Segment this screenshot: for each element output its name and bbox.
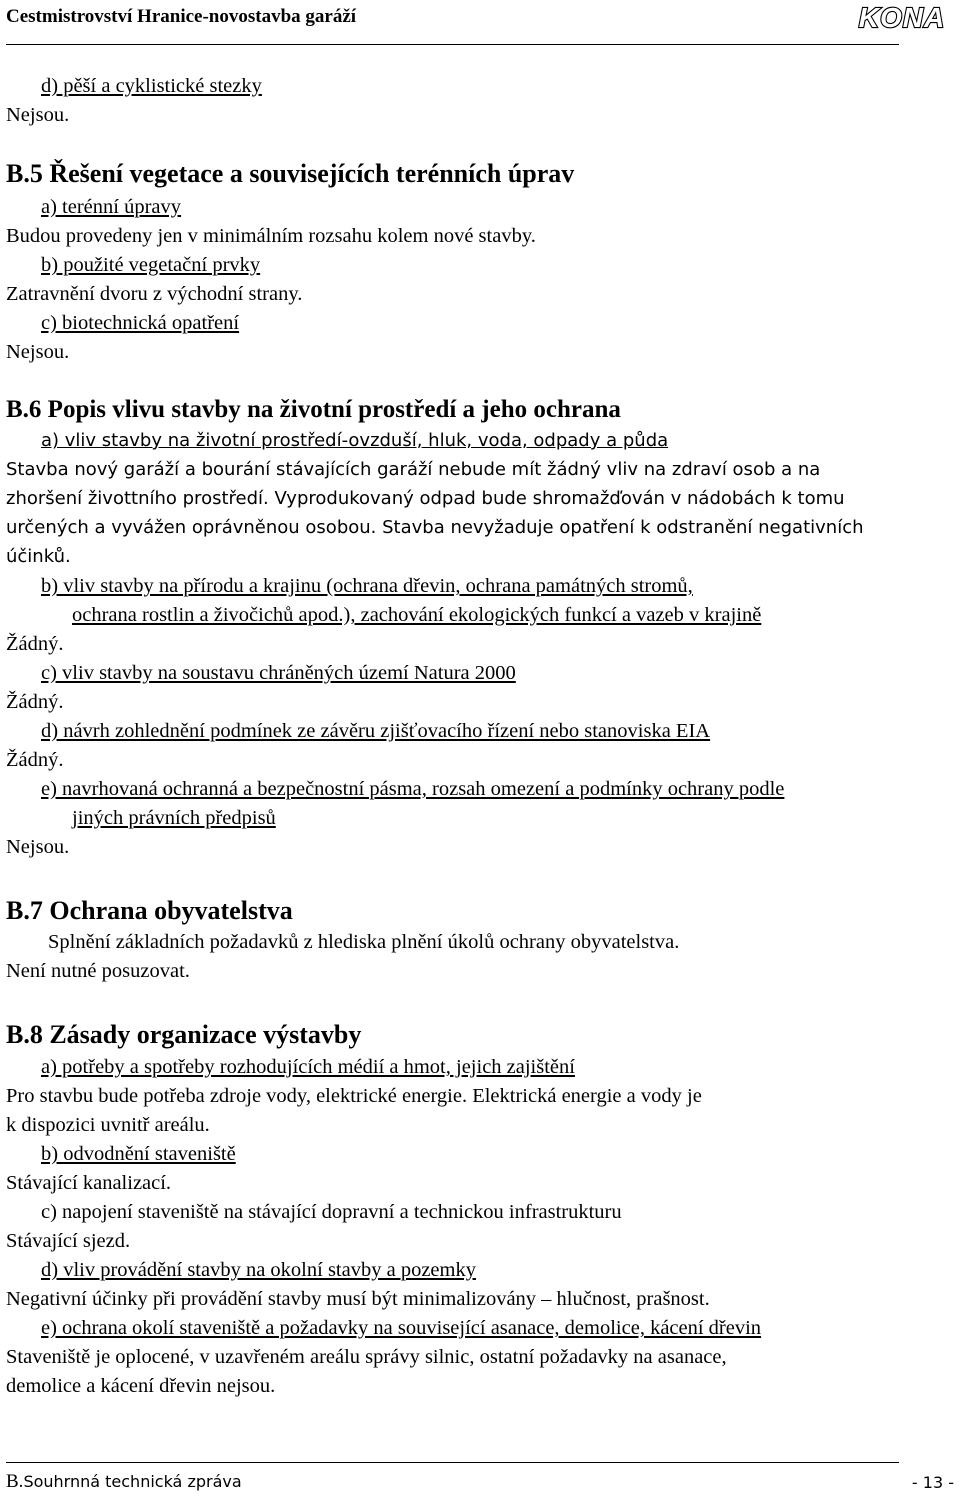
footer-rule [6,1462,899,1463]
subsection-heading: d) návrh zohlednění podmínek ze závěru zjišťovacího řízení nebo stanoviska EIA [41,720,711,742]
text-line: Žádný. [6,633,64,655]
text-line: Stávající kanalizací. [6,1172,172,1194]
text-line: Není nutné posuzovat. [6,960,190,982]
section-heading-b6: B.6 Popis vlivu stavby na životní prostředí a jeho ochrana [6,396,621,423]
company-logo [852,2,952,32]
subsection-heading: c) napojení staveniště na stávající dopravní a technickou infrastrukturu [41,1201,622,1223]
subsection-heading: e) navrhovaná ochranná a bezpečnostní pásma, rozsah omezení a podmínky ochrany podle [41,778,785,800]
footer-section [6,1471,242,1493]
text-line: k dispozici uvnitř areálu. [6,1114,210,1136]
subsection-heading: a) terénní úpravy [41,196,182,218]
subsection-heading: a) vliv stavby na životní prostředí-ovzduší, hluk, voda, odpady a půda [41,430,669,451]
subsection-heading-continued: jiných právních předpisů [72,807,276,829]
text-line: Negativní účinky při provádění stavby musí být minimalizovány – hlučnost, prašnost. [6,1288,710,1310]
footer-section-title: Souhrnná technická zpráva [23,1472,242,1491]
text-line: Staveniště je oplocené, v uzavřeném areálu správy silnic, ostatní požadavky na asanace, [6,1346,727,1368]
subsection-heading: b) vliv stavby na přírodu a krajinu (ochrana dřevin, ochrana památných stromů, [41,575,693,597]
text-line: Žádný. [6,749,64,771]
section-heading-b7: B.7 Ochrana obyvatelstva [6,896,293,925]
text-line: určených a vyvážen oprávněnou osobou. Stavba nevyžaduje opatření k odstranění negativních [6,517,864,538]
header-rule [6,44,899,45]
text-line: Žádný. [6,691,64,713]
document-header-title: Cestmistrovství Hranice-novostavba garáží [6,6,357,27]
text-line: demolice a kácení dřevin nejsou. [6,1375,276,1397]
text-line: Splnění základních požadavků z hlediska plnění úkolů ochrany obyvatelstva. [48,931,680,953]
section-heading-b8: B.8 Zásady organizace výstavby [6,1020,362,1049]
subsection-d-pedestrian-paths: d) pěší a cyklistické stezky [41,75,262,97]
text-line: Nejsou. [6,836,70,858]
svg-text:KONA: KONA [858,2,946,32]
text-line: zhoršení živottního prostředí. Vyprodukovaný odpad bude shromažďován v nádobách k tomu [6,488,845,509]
subsection-heading: b) odvodnění staveniště [41,1143,236,1165]
subsection-heading-continued: ochrana rostlin a živočichů apod.), zachování ekologických funkcí a vazeb v krajině [72,604,762,626]
text-line: Pro stavbu bude potřeba zdroje vody, elektrické energie. Elektrická energie a vody je [6,1085,702,1107]
text-line: Zatravnění dvoru z východní strany. [6,283,303,305]
subsection-heading: b) použité vegetační prvky [41,254,261,276]
text-line: Nejsou. [6,104,70,126]
subsection-heading: d) vliv provádění stavby na okolní stavby a pozemky [41,1259,476,1281]
text-line: Budou provedeny jen v minimálním rozsahu kolem nové stavby. [6,225,536,247]
section-heading-b5: B.5 Řešení vegetace a souvisejících terénních úprav [6,159,575,188]
subsection-heading: c) biotechnická opatření [41,312,240,334]
text-line: Stávající sjezd. [6,1230,131,1252]
text-line: účinků. [6,546,71,567]
footer-page-number: - 13 - [911,1473,954,1492]
text-line: Stavba nový garáží a bourání stávajících garáží nebude mít žádný vliv na zdraví osob a na [6,459,821,480]
subsection-heading: c) vliv stavby na soustavu chráněných území Natura 2000 [41,662,516,684]
text-line: Nejsou. [6,341,70,363]
subsection-heading: e) ochrana okolí staveniště a požadavky na související asanace, demolice, kácení dřevin [41,1317,762,1339]
footer-section-prefix: B. [6,1471,24,1492]
subsection-heading: a) potřeby a spotřeby rozhodujících médií a hmot, jejich zajištění [41,1056,575,1078]
